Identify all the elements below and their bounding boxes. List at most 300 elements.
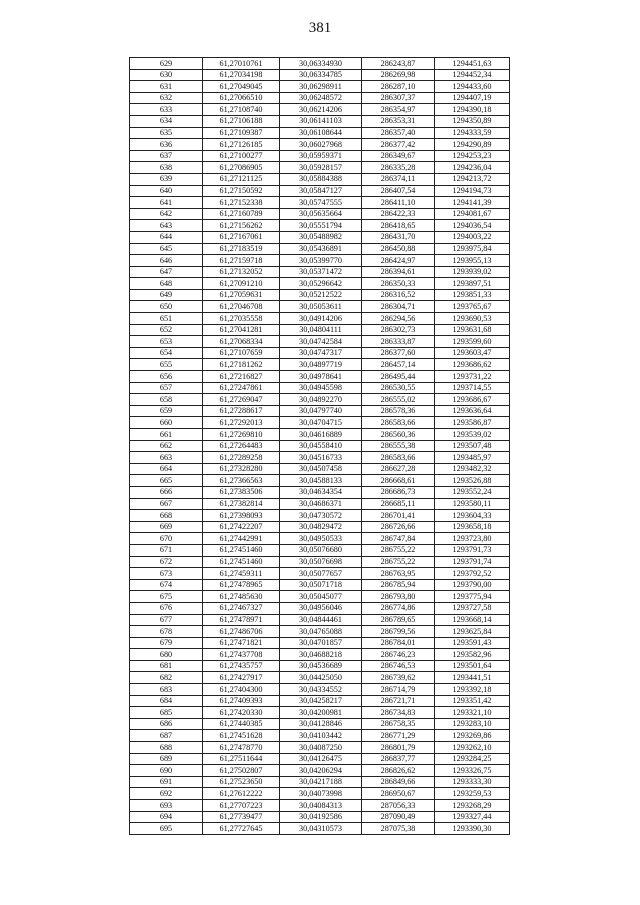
x-coordinate-cell: 286560,36	[362, 429, 435, 441]
x-coordinate-cell: 286746,23	[362, 649, 435, 661]
y-coordinate-cell: 1293327,44	[435, 811, 510, 823]
x-coordinate-cell: 286785,94	[362, 579, 435, 591]
y-coordinate-cell: 1293283,10	[435, 718, 510, 730]
point-number-cell: 672	[130, 556, 203, 568]
table-row	[130, 429, 510, 441]
x-coordinate-cell: 286668,61	[362, 475, 435, 487]
longitude-cell: 30,05551794	[280, 220, 362, 232]
x-coordinate-cell: 286734,83	[362, 707, 435, 719]
y-coordinate-cell: 1293390,30	[435, 823, 510, 835]
table-row	[130, 533, 510, 545]
x-coordinate-cell: 286583,66	[362, 417, 435, 429]
y-coordinate-cell: 1293686,67	[435, 394, 510, 406]
longitude-cell: 30,04797740	[280, 405, 362, 417]
y-coordinate-cell: 1293485,97	[435, 452, 510, 464]
table-row	[130, 440, 510, 452]
x-coordinate-cell: 286763,95	[362, 568, 435, 580]
y-coordinate-cell: 1294290,89	[435, 139, 510, 151]
latitude-cell: 61,27106188	[203, 115, 280, 127]
y-coordinate-cell: 1293262,10	[435, 742, 510, 754]
point-number-cell: 692	[130, 788, 203, 800]
x-coordinate-cell: 286294,56	[362, 313, 435, 325]
latitude-cell: 61,27467327	[203, 602, 280, 614]
longitude-cell: 30,04634354	[280, 486, 362, 498]
point-number-cell: 679	[130, 637, 203, 649]
latitude-cell: 61,27459311	[203, 568, 280, 580]
latitude-cell: 61,27010761	[203, 58, 280, 70]
x-coordinate-cell: 286394,61	[362, 266, 435, 278]
longitude-cell: 30,05928157	[280, 162, 362, 174]
x-coordinate-cell: 286739,62	[362, 672, 435, 684]
table-row	[130, 626, 510, 638]
table-row	[130, 568, 510, 580]
y-coordinate-cell: 1293333,30	[435, 776, 510, 788]
y-coordinate-cell: 1293392,18	[435, 684, 510, 696]
longitude-cell: 30,05045077	[280, 591, 362, 603]
y-coordinate-cell: 1293269,86	[435, 730, 510, 742]
longitude-cell: 30,05076680	[280, 544, 362, 556]
x-coordinate-cell: 286424,97	[362, 255, 435, 267]
x-coordinate-cell: 286799,56	[362, 626, 435, 638]
y-coordinate-cell: 1293603,47	[435, 347, 510, 359]
longitude-cell: 30,06108644	[280, 127, 362, 139]
point-number-cell: 687	[130, 730, 203, 742]
longitude-cell: 30,04200981	[280, 707, 362, 719]
x-coordinate-cell: 286333,87	[362, 336, 435, 348]
latitude-cell: 61,27442991	[203, 533, 280, 545]
latitude-cell: 61,27159718	[203, 255, 280, 267]
point-number-cell: 685	[130, 707, 203, 719]
point-number-cell: 630	[130, 69, 203, 81]
x-coordinate-cell: 286826,62	[362, 765, 435, 777]
latitude-cell: 61,27167061	[203, 231, 280, 243]
table-row	[130, 336, 510, 348]
point-number-cell: 648	[130, 278, 203, 290]
y-coordinate-cell: 1293268,29	[435, 800, 510, 812]
table-row	[130, 231, 510, 243]
y-coordinate-cell: 1293580,11	[435, 498, 510, 510]
point-number-cell: 684	[130, 695, 203, 707]
latitude-cell: 61,27041281	[203, 324, 280, 336]
y-coordinate-cell: 1294390,18	[435, 104, 510, 116]
x-coordinate-cell: 286307,37	[362, 92, 435, 104]
point-number-cell: 678	[130, 626, 203, 638]
latitude-cell: 61,27366563	[203, 475, 280, 487]
y-coordinate-cell: 1294081,67	[435, 208, 510, 220]
longitude-cell: 30,04103442	[280, 730, 362, 742]
longitude-cell: 30,04765088	[280, 626, 362, 638]
longitude-cell: 30,05488982	[280, 231, 362, 243]
point-number-cell: 689	[130, 753, 203, 765]
longitude-cell: 30,05747555	[280, 197, 362, 209]
latitude-cell: 61,27183519	[203, 243, 280, 255]
page-number: 381	[308, 20, 332, 36]
point-number-cell: 694	[130, 811, 203, 823]
table-row	[130, 776, 510, 788]
latitude-cell: 61,27437708	[203, 649, 280, 661]
latitude-cell: 61,27269047	[203, 394, 280, 406]
coordinates-table	[129, 57, 510, 835]
y-coordinate-cell: 1294407,19	[435, 92, 510, 104]
table-row	[130, 753, 510, 765]
longitude-cell: 30,06248572	[280, 92, 362, 104]
longitude-cell: 30,04334552	[280, 684, 362, 696]
longitude-cell: 30,04206294	[280, 765, 362, 777]
point-number-cell: 663	[130, 452, 203, 464]
latitude-cell: 61,27034198	[203, 69, 280, 81]
x-coordinate-cell: 287090,49	[362, 811, 435, 823]
longitude-cell: 30,05076698	[280, 556, 362, 568]
longitude-cell: 30,05296642	[280, 278, 362, 290]
longitude-cell: 30,04258217	[280, 695, 362, 707]
longitude-cell: 30,05077657	[280, 568, 362, 580]
point-number-cell: 650	[130, 301, 203, 313]
table-row	[130, 150, 510, 162]
latitude-cell: 61,27328280	[203, 463, 280, 475]
x-coordinate-cell: 286627,28	[362, 463, 435, 475]
x-coordinate-cell: 286431,70	[362, 231, 435, 243]
table-row	[130, 173, 510, 185]
longitude-cell: 30,04742584	[280, 336, 362, 348]
point-number-cell: 651	[130, 313, 203, 325]
table-row	[130, 301, 510, 313]
table-row	[130, 81, 510, 93]
table-row	[130, 510, 510, 522]
latitude-cell: 61,27739477	[203, 811, 280, 823]
x-coordinate-cell: 286746,53	[362, 660, 435, 672]
point-number-cell: 631	[130, 81, 203, 93]
y-coordinate-cell: 1293582,96	[435, 649, 510, 661]
latitude-cell: 61,27181262	[203, 359, 280, 371]
table-row	[130, 649, 510, 661]
table-row	[130, 243, 510, 255]
longitude-cell: 30,05436891	[280, 243, 362, 255]
y-coordinate-cell: 1293586,87	[435, 417, 510, 429]
y-coordinate-cell: 1293636,64	[435, 405, 510, 417]
point-number-cell: 682	[130, 672, 203, 684]
y-coordinate-cell: 1294452,34	[435, 69, 510, 81]
table-row	[130, 637, 510, 649]
table-row	[130, 127, 510, 139]
x-coordinate-cell: 286350,33	[362, 278, 435, 290]
x-coordinate-cell: 286287,10	[362, 81, 435, 93]
table-row	[130, 718, 510, 730]
point-number-cell: 665	[130, 475, 203, 487]
x-coordinate-cell: 286422,33	[362, 208, 435, 220]
latitude-cell: 61,27502807	[203, 765, 280, 777]
longitude-cell: 30,05959371	[280, 150, 362, 162]
table-row	[130, 324, 510, 336]
y-coordinate-cell: 1293507,48	[435, 440, 510, 452]
longitude-cell: 30,05635664	[280, 208, 362, 220]
y-coordinate-cell: 1293321,10	[435, 707, 510, 719]
point-number-cell: 643	[130, 220, 203, 232]
table-row	[130, 556, 510, 568]
longitude-cell: 30,04425050	[280, 672, 362, 684]
x-coordinate-cell: 286578,36	[362, 405, 435, 417]
x-coordinate-cell: 286302,73	[362, 324, 435, 336]
latitude-cell: 61,27707223	[203, 800, 280, 812]
y-coordinate-cell: 1293668,14	[435, 614, 510, 626]
x-coordinate-cell: 286354,97	[362, 104, 435, 116]
y-coordinate-cell: 1293599,60	[435, 336, 510, 348]
y-coordinate-cell: 1294433,60	[435, 81, 510, 93]
latitude-cell: 61,27451628	[203, 730, 280, 742]
point-number-cell: 656	[130, 371, 203, 383]
latitude-cell: 61,27478770	[203, 742, 280, 754]
table-row	[130, 58, 510, 70]
y-coordinate-cell: 1294141,39	[435, 197, 510, 209]
table-row	[130, 707, 510, 719]
y-coordinate-cell: 1294213,72	[435, 173, 510, 185]
x-coordinate-cell: 286377,42	[362, 139, 435, 151]
table-row	[130, 197, 510, 209]
point-number-cell: 677	[130, 614, 203, 626]
longitude-cell: 30,04087250	[280, 742, 362, 754]
point-number-cell: 629	[130, 58, 203, 70]
point-number-cell: 695	[130, 823, 203, 835]
y-coordinate-cell: 1294253,23	[435, 150, 510, 162]
point-number-cell: 635	[130, 127, 203, 139]
point-number-cell: 659	[130, 405, 203, 417]
longitude-cell: 30,04686371	[280, 498, 362, 510]
point-number-cell: 653	[130, 336, 203, 348]
table-row	[130, 498, 510, 510]
longitude-cell: 30,04084313	[280, 800, 362, 812]
y-coordinate-cell: 1293765,67	[435, 301, 510, 313]
x-coordinate-cell: 286837,77	[362, 753, 435, 765]
latitude-cell: 61,27121125	[203, 173, 280, 185]
x-coordinate-cell: 286450,88	[362, 243, 435, 255]
point-number-cell: 640	[130, 185, 203, 197]
longitude-cell: 30,04829472	[280, 521, 362, 533]
latitude-cell: 61,27422207	[203, 521, 280, 533]
point-number-cell: 675	[130, 591, 203, 603]
latitude-cell: 61,27059631	[203, 289, 280, 301]
x-coordinate-cell: 286349,67	[362, 150, 435, 162]
point-number-cell: 636	[130, 139, 203, 151]
longitude-cell: 30,06027968	[280, 139, 362, 151]
x-coordinate-cell: 286747,84	[362, 533, 435, 545]
y-coordinate-cell: 1293604,33	[435, 510, 510, 522]
longitude-cell: 30,05847127	[280, 185, 362, 197]
latitude-cell: 61,27511644	[203, 753, 280, 765]
table-row	[130, 104, 510, 116]
x-coordinate-cell: 286407,54	[362, 185, 435, 197]
longitude-cell: 30,06334785	[280, 69, 362, 81]
latitude-cell: 61,27216827	[203, 371, 280, 383]
y-coordinate-cell: 1294194,73	[435, 185, 510, 197]
longitude-cell: 30,06214206	[280, 104, 362, 116]
x-coordinate-cell: 286755,22	[362, 544, 435, 556]
longitude-cell: 30,04730572	[280, 510, 362, 522]
point-number-cell: 690	[130, 765, 203, 777]
x-coordinate-cell: 286793,80	[362, 591, 435, 603]
y-coordinate-cell: 1293326,75	[435, 765, 510, 777]
table-row	[130, 255, 510, 267]
table-row	[130, 266, 510, 278]
x-coordinate-cell: 286269,98	[362, 69, 435, 81]
table-row	[130, 544, 510, 556]
point-number-cell: 642	[130, 208, 203, 220]
table-row	[130, 220, 510, 232]
table-row	[130, 69, 510, 81]
table-row	[130, 278, 510, 290]
longitude-cell: 30,04128846	[280, 718, 362, 730]
longitude-cell: 30,05371472	[280, 266, 362, 278]
y-coordinate-cell: 1293591,43	[435, 637, 510, 649]
latitude-cell: 61,27382814	[203, 498, 280, 510]
x-coordinate-cell: 286726,66	[362, 521, 435, 533]
longitude-cell: 30,05399770	[280, 255, 362, 267]
x-coordinate-cell: 286758,35	[362, 718, 435, 730]
y-coordinate-cell: 1293686,62	[435, 359, 510, 371]
y-coordinate-cell: 1293792,52	[435, 568, 510, 580]
latitude-cell: 61,27451460	[203, 544, 280, 556]
point-number-cell: 647	[130, 266, 203, 278]
longitude-cell: 30,04978641	[280, 371, 362, 383]
latitude-cell: 61,27404300	[203, 684, 280, 696]
latitude-cell: 61,27066510	[203, 92, 280, 104]
latitude-cell: 61,27383506	[203, 486, 280, 498]
longitude-cell: 30,04704715	[280, 417, 362, 429]
x-coordinate-cell: 286555,02	[362, 394, 435, 406]
latitude-cell: 61,27523650	[203, 776, 280, 788]
longitude-cell: 30,04950533	[280, 533, 362, 545]
y-coordinate-cell: 1293727,58	[435, 602, 510, 614]
latitude-cell: 61,27264483	[203, 440, 280, 452]
point-number-cell: 652	[130, 324, 203, 336]
longitude-cell: 30,04892270	[280, 394, 362, 406]
x-coordinate-cell: 286784,01	[362, 637, 435, 649]
point-number-cell: 688	[130, 742, 203, 754]
table-row	[130, 289, 510, 301]
x-coordinate-cell: 286374,11	[362, 173, 435, 185]
x-coordinate-cell: 286357,40	[362, 127, 435, 139]
x-coordinate-cell: 286849,66	[362, 776, 435, 788]
x-coordinate-cell: 286411,10	[362, 197, 435, 209]
longitude-cell: 30,04558410	[280, 440, 362, 452]
x-coordinate-cell: 286686,73	[362, 486, 435, 498]
table-row	[130, 417, 510, 429]
table-row	[130, 579, 510, 591]
y-coordinate-cell: 1293501,64	[435, 660, 510, 672]
y-coordinate-cell: 1294003,22	[435, 231, 510, 243]
latitude-cell: 61,27107659	[203, 347, 280, 359]
x-coordinate-cell: 286353,31	[362, 115, 435, 127]
latitude-cell: 61,27035558	[203, 313, 280, 325]
longitude-cell: 30,04701857	[280, 637, 362, 649]
point-number-cell: 632	[130, 92, 203, 104]
table-row	[130, 602, 510, 614]
table-row	[130, 475, 510, 487]
latitude-cell: 61,27109387	[203, 127, 280, 139]
table-row	[130, 452, 510, 464]
latitude-cell: 61,27132052	[203, 266, 280, 278]
point-number-cell: 645	[130, 243, 203, 255]
longitude-cell: 30,04516733	[280, 452, 362, 464]
longitude-cell: 30,04310573	[280, 823, 362, 835]
longitude-cell: 30,04688218	[280, 649, 362, 661]
table-row	[130, 800, 510, 812]
point-number-cell: 680	[130, 649, 203, 661]
latitude-cell: 61,27068334	[203, 336, 280, 348]
y-coordinate-cell: 1293690,53	[435, 313, 510, 325]
x-coordinate-cell: 286950,67	[362, 788, 435, 800]
point-number-cell: 681	[130, 660, 203, 672]
longitude-cell: 30,04217188	[280, 776, 362, 788]
table-row	[130, 765, 510, 777]
table-row	[130, 347, 510, 359]
longitude-cell: 30,05884388	[280, 173, 362, 185]
table-row	[130, 684, 510, 696]
y-coordinate-cell: 1294036,54	[435, 220, 510, 232]
latitude-cell: 61,27292013	[203, 417, 280, 429]
latitude-cell: 61,27086905	[203, 162, 280, 174]
point-number-cell: 662	[130, 440, 203, 452]
table-row	[130, 313, 510, 325]
point-number-cell: 676	[130, 602, 203, 614]
y-coordinate-cell: 1293851,33	[435, 289, 510, 301]
point-number-cell: 633	[130, 104, 203, 116]
latitude-cell: 61,27289258	[203, 452, 280, 464]
table-row	[130, 788, 510, 800]
coordinates-table-body	[130, 58, 510, 835]
latitude-cell: 61,27108740	[203, 104, 280, 116]
point-number-cell: 637	[130, 150, 203, 162]
table-row	[130, 405, 510, 417]
latitude-cell: 61,27435757	[203, 660, 280, 672]
point-number-cell: 660	[130, 417, 203, 429]
point-number-cell: 670	[130, 533, 203, 545]
y-coordinate-cell: 1293714,55	[435, 382, 510, 394]
point-number-cell: 691	[130, 776, 203, 788]
longitude-cell: 30,05071718	[280, 579, 362, 591]
table-row	[130, 486, 510, 498]
x-coordinate-cell: 286714,79	[362, 684, 435, 696]
x-coordinate-cell: 286771,29	[362, 730, 435, 742]
x-coordinate-cell: 286801,79	[362, 742, 435, 754]
longitude-cell: 30,04192586	[280, 811, 362, 823]
x-coordinate-cell: 287056,33	[362, 800, 435, 812]
latitude-cell: 61,27247861	[203, 382, 280, 394]
y-coordinate-cell: 1293731,22	[435, 371, 510, 383]
table-row	[130, 115, 510, 127]
latitude-cell: 61,27150592	[203, 185, 280, 197]
x-coordinate-cell: 286774,86	[362, 602, 435, 614]
latitude-cell: 61,27451460	[203, 556, 280, 568]
x-coordinate-cell: 286457,14	[362, 359, 435, 371]
longitude-cell: 30,04956046	[280, 602, 362, 614]
x-coordinate-cell: 286583,66	[362, 452, 435, 464]
point-number-cell: 649	[130, 289, 203, 301]
x-coordinate-cell: 286335,28	[362, 162, 435, 174]
point-number-cell: 674	[130, 579, 203, 591]
table-row	[130, 185, 510, 197]
longitude-cell: 30,04073998	[280, 788, 362, 800]
x-coordinate-cell: 286685,11	[362, 498, 435, 510]
table-row	[130, 382, 510, 394]
table-row	[130, 614, 510, 626]
point-number-cell: 693	[130, 800, 203, 812]
point-number-cell: 641	[130, 197, 203, 209]
latitude-cell: 61,27409393	[203, 695, 280, 707]
y-coordinate-cell: 1293552,24	[435, 486, 510, 498]
latitude-cell: 61,27049045	[203, 81, 280, 93]
y-coordinate-cell: 1293351,42	[435, 695, 510, 707]
latitude-cell: 61,27160789	[203, 208, 280, 220]
latitude-cell: 61,27485630	[203, 591, 280, 603]
